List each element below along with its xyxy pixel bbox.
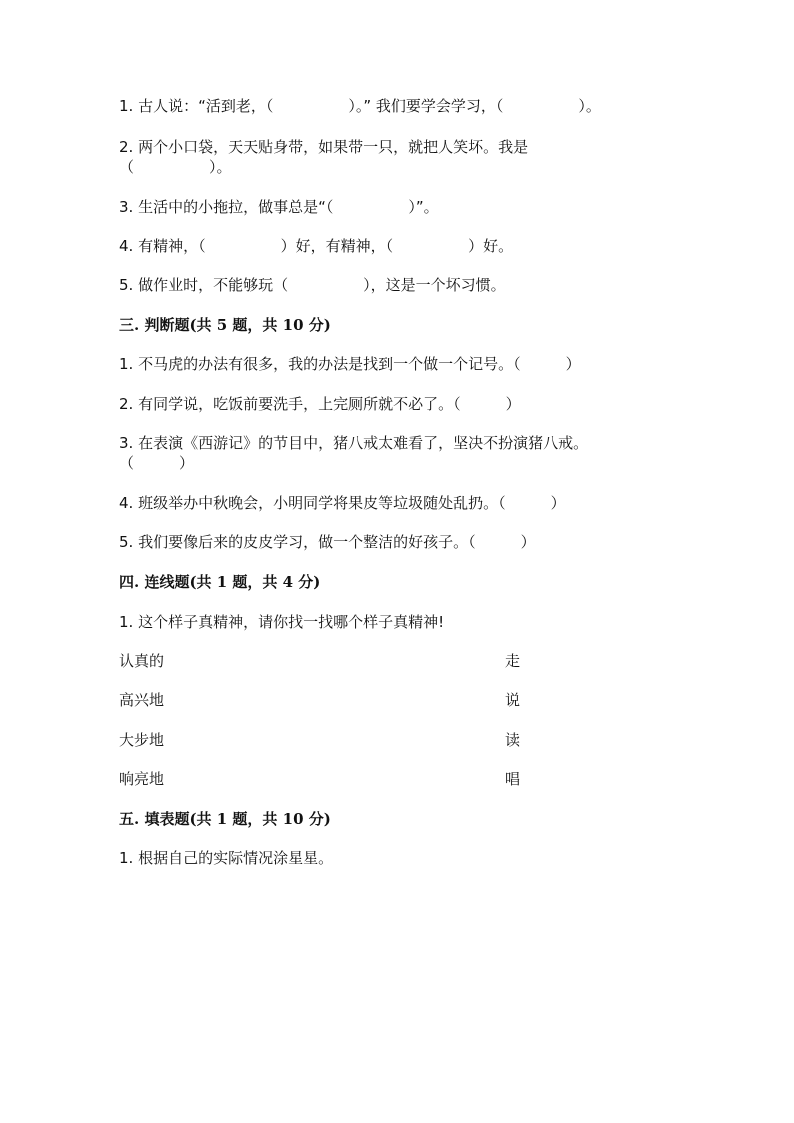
matching-left-item: 响亮地 (119, 770, 165, 788)
section-heading-table-fill: 五. 填表题(共 1 题，共 10 分) (119, 810, 331, 828)
fill-blank-question-2: 2. 两个小口袋，天天贴身带，如果带一只，就把人笑坏。我是 (119, 138, 529, 156)
judge-question-3: 3. 在表演《西游记》的节目中，猪八戒太难看了，坚决不扮演猪八戒。 (119, 434, 589, 452)
matching-right-item: 唱 (505, 770, 521, 788)
judge-question-2: 2. 有同学说，吃饭前要洗手，上完厕所就不必了。（ ） (119, 395, 521, 413)
section-heading-matching: 四. 连线题(共 1 题，共 4 分) (119, 573, 321, 591)
matching-right-item: 读 (505, 731, 521, 749)
fill-blank-question-1: 1. 古人说：“活到老，（ ）。” 我们要学会学习，（ ）。 (119, 97, 601, 115)
matching-left-item: 大步地 (119, 731, 165, 749)
section-heading-judge: 三. 判断题(共 5 题，共 10 分) (119, 316, 331, 334)
judge-question-1: 1. 不马虎的办法有很多，我的办法是找到一个做一个记号。（ ） (119, 355, 581, 373)
fill-blank-question-5: 5. 做作业时，不能够玩（ ），这是一个坏习惯。 (119, 276, 506, 294)
table-fill-question-1: 1. 根据自己的实际情况涂星星。 (119, 849, 334, 867)
judge-question-4: 4. 班级举办中秋晚会，小明同学将果皮等垃圾随处乱扔。（ ） (119, 494, 566, 512)
matching-right-item: 走 (505, 652, 521, 670)
judge-question-3-continued: （ ） (119, 454, 195, 472)
matching-left-item: 高兴地 (119, 691, 165, 709)
matching-right-item: 说 (505, 691, 521, 709)
fill-blank-question-3: 3. 生活中的小拖拉，做事总是“（ ）”。 (119, 198, 439, 216)
judge-question-5: 5. 我们要像后来的皮皮学习，做一个整洁的好孩子。（ ） (119, 533, 536, 551)
matching-question-1: 1. 这个样子真精神，请你找一找哪个样子真精神! (119, 613, 445, 631)
fill-blank-question-2-continued: （ ）。 (119, 158, 232, 176)
matching-left-item: 认真的 (119, 652, 165, 670)
fill-blank-question-4: 4. 有精神，（ ）好，有精神，（ ）好。 (119, 237, 514, 255)
